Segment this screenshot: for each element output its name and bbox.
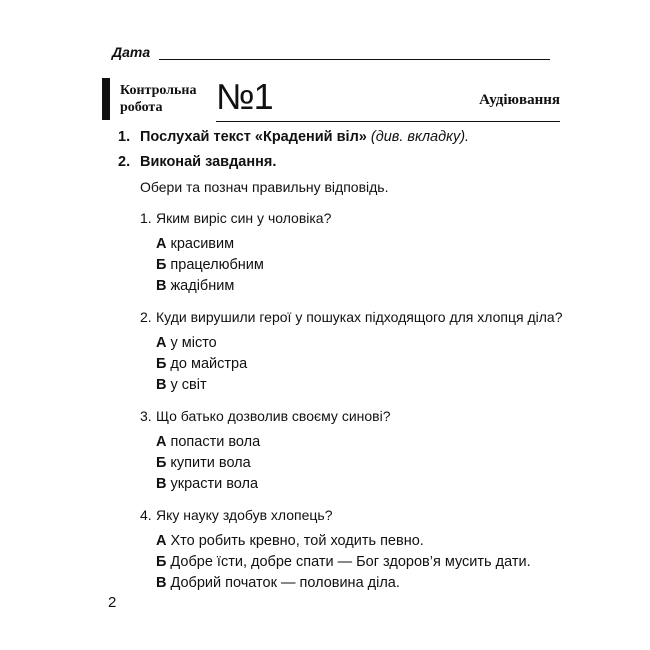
option-text: купити вола xyxy=(170,455,251,471)
question-4 xyxy=(118,505,568,525)
task-text: Виконай завдання. xyxy=(140,154,277,170)
option-list xyxy=(156,432,568,495)
header-line xyxy=(216,121,560,122)
question-list xyxy=(118,208,568,594)
option-text: працелюбним xyxy=(170,257,264,273)
option-item[interactable] xyxy=(156,354,568,375)
question-3 xyxy=(118,406,568,426)
option-letter: Б xyxy=(156,257,167,273)
option-letter: В xyxy=(156,278,167,294)
option-item[interactable] xyxy=(156,375,568,396)
option-item[interactable] xyxy=(156,531,568,552)
task-2 xyxy=(118,153,568,171)
question-text: Яку науку здобув хлопець? xyxy=(156,507,333,523)
option-item[interactable] xyxy=(156,453,568,474)
option-letter: А xyxy=(156,335,167,351)
header-section: Аудіювання xyxy=(479,92,560,108)
option-item[interactable] xyxy=(156,234,568,255)
option-text: украсти вола xyxy=(170,476,259,492)
option-text: до майстра xyxy=(170,356,248,372)
option-item[interactable] xyxy=(156,255,568,276)
option-letter: Б xyxy=(156,554,167,570)
question-number: 3. xyxy=(140,408,152,424)
option-letter: Б xyxy=(156,356,167,372)
option-text: красивим xyxy=(170,236,235,252)
option-text: Добре їсти, добре спати — Бог здоров’я мусить дати. xyxy=(170,554,531,570)
option-letter: В xyxy=(156,575,167,591)
header-label-line2: робота xyxy=(120,100,163,115)
task-number: 1. xyxy=(118,129,131,145)
header-label xyxy=(120,82,197,116)
option-letter: А xyxy=(156,236,167,252)
date-label: Дата xyxy=(112,44,151,60)
option-text: Добрий початок — половина діла. xyxy=(170,575,400,591)
option-list xyxy=(156,234,568,297)
option-item[interactable] xyxy=(156,552,568,573)
option-letter: А xyxy=(156,434,167,450)
task-number: 2. xyxy=(118,154,131,170)
content xyxy=(118,128,568,594)
question-text: Куди вирушили герої у пошуках підходящого для хлопця діла? xyxy=(156,309,563,325)
header-bar xyxy=(102,78,110,120)
question-1 xyxy=(118,208,568,228)
task-instruction: Обери та познач правильну відповідь. xyxy=(140,179,389,195)
option-letter: В xyxy=(156,377,167,393)
option-text: у світ xyxy=(170,377,207,393)
option-item[interactable] xyxy=(156,573,568,594)
option-text: у місто xyxy=(170,335,217,351)
option-list xyxy=(156,531,568,594)
question-number: 1. xyxy=(140,210,152,226)
option-letter: Б xyxy=(156,455,167,471)
option-item[interactable] xyxy=(156,474,568,495)
option-letter: В xyxy=(156,476,167,492)
header xyxy=(102,78,560,122)
task-1 xyxy=(118,128,568,146)
option-item[interactable] xyxy=(156,333,568,354)
option-text: Хто робить кревно, той ходить певно. xyxy=(170,533,424,549)
date-line xyxy=(159,59,550,60)
header-label-line1: Контрольна xyxy=(120,83,197,98)
question-number: 2. xyxy=(140,309,152,325)
question-text: Що батько дозволив своєму синові? xyxy=(156,408,391,424)
date-row xyxy=(112,42,550,64)
option-text: жадібним xyxy=(170,278,235,294)
task-trail: . xyxy=(465,129,470,145)
option-item[interactable] xyxy=(156,432,568,453)
option-text: попасти вола xyxy=(170,434,261,450)
option-letter: А xyxy=(156,533,167,549)
question-text: Яким виріс син у чоловіка? xyxy=(156,210,332,226)
task-source: (див. вкладку) xyxy=(370,129,466,145)
option-item[interactable] xyxy=(156,276,568,297)
option-list xyxy=(156,333,568,396)
page-number: 2 xyxy=(108,594,117,611)
task-text: Послухай текст «Крадений віл» xyxy=(140,129,367,145)
question-2 xyxy=(118,307,568,327)
question-number: 4. xyxy=(140,507,152,523)
header-number: №1 xyxy=(216,76,273,117)
